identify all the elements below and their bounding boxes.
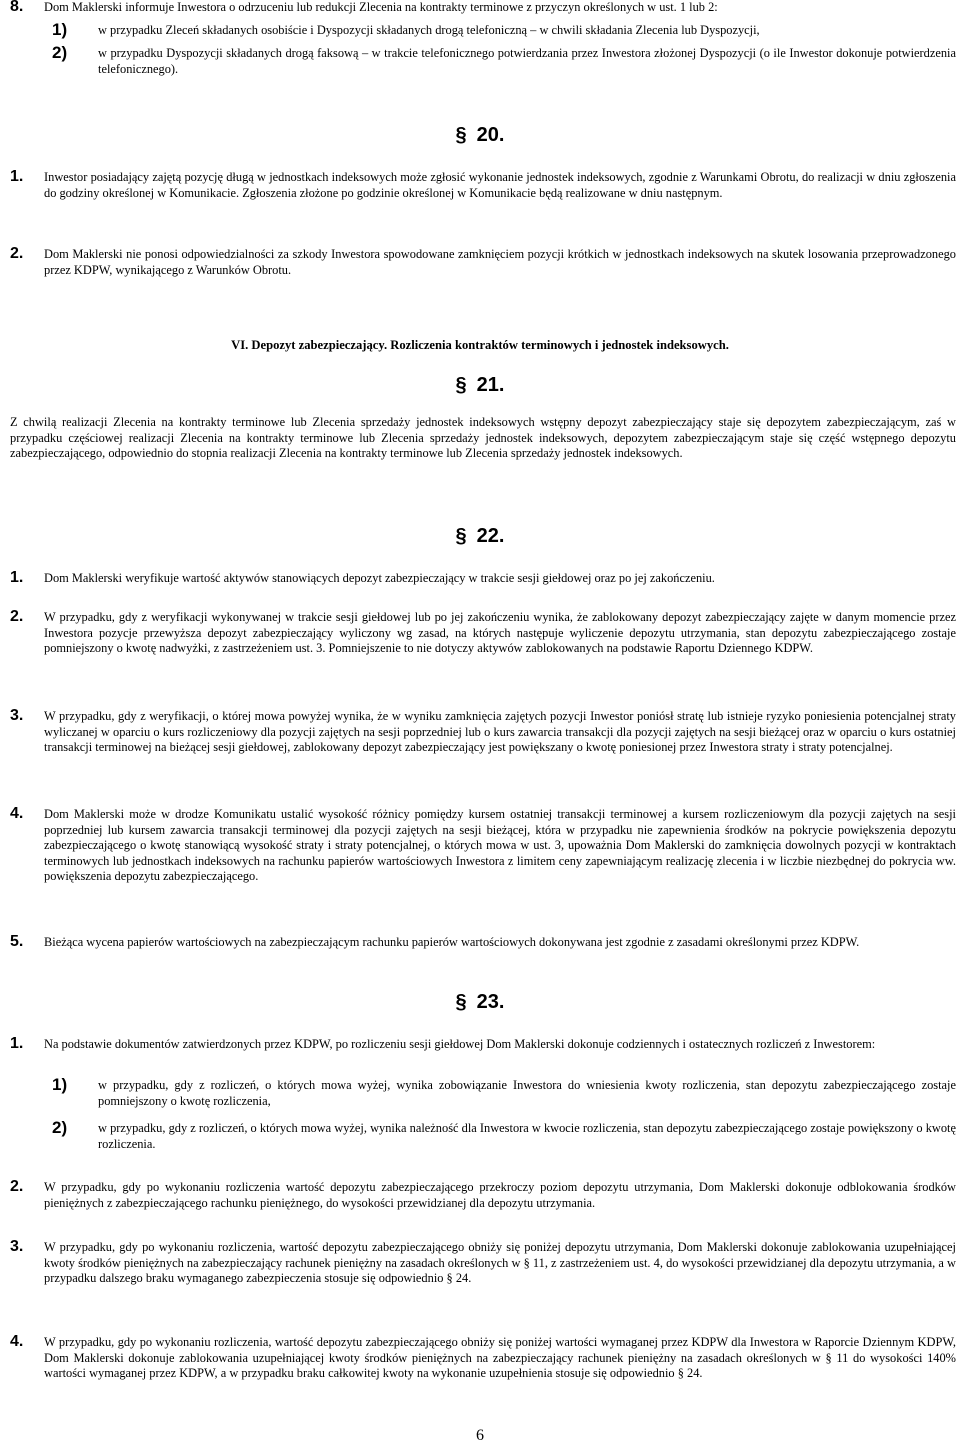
point-text: W przypadku, gdy z weryfikacji, o której mowa powyżej wynika, że w wyniku zamknięcia zajętych pozycji Inwestor poniósł stratę lub istnieje ryzyko poniesienia potencjalnej straty wyliczanej w oparciu o kurs rozliczeniowy dla pozycji zajętych na sesji poprzedniej lub o kurs zawarcia transakcji dla pozycji zajętych na sesji bieżącej oraz w oparciu o kurs ostatniej transakcji terminowej na bieżącej sesji giełdowej, zablokowany depozyt zabezpieczający jest powiększany o kwotę poniesionej przez Inwestora straty i straty potencjalnej. (44, 709, 956, 755)
point-number: 4. (10, 1333, 24, 1350)
point-text: W przypadku, gdy z weryfikacji wykonywanej w trakcie sesji giełdowej lub po jej zakończeniu wynika, że zablokowany depozyt zabezpieczający zajęte w danym momencie przez Inwestora pozycje przewyższa depozyt zabezpieczający wyliczony wg zasad, na których następuje wyliczenie depozytu utrzymania, stan depozytu zabezpieczającego zostaje pomniejszony o kwotę nadwyżki, z zastrzeżeniem ust. 3. Pomniejszenie to nie dotyczy aktywów zablokowanych na podstawie Raportu Dziennego KDPW. (44, 610, 956, 656)
subpoint-1 (52, 20, 956, 39)
point-text: Dom Maklerski informuje Inwestora o odrzuceniu lub redukcji Zlecenia na kontrakty terminowe z przyczyn określonych w ust. 1 lub 2: (44, 0, 718, 14)
paragraph-heading-22 (0, 525, 960, 547)
point-text: Na podstawie dokumentów zatwierdzonych przez KDPW, po rozliczeniu sesji giełdowej Dom Maklerski dokonuje codziennych i ostatecznych rozliczeń z Inwestorem: (44, 1037, 876, 1051)
paragraph-heading-20 (0, 124, 960, 146)
page-number: 6 (476, 1427, 484, 1444)
point-23-2 (10, 1180, 956, 1211)
subpoint-text: w przypadku, gdy z rozliczeń, o których mowa wyżej, wynika zobowiązanie Inwestora do wniesienia kwoty rozliczenia, stan depozytu zabezpieczającego zostaje pomniejszony o kwotę rozliczenia, (98, 1078, 956, 1108)
subpoint-text: w przypadku, gdy z rozliczeń, o których mowa wyżej, wynika należność dla Inwestora w kwocie rozliczenia, stan depozytu zabezpieczającego zostaje powiększony o kwotę rozliczenia. (98, 1121, 956, 1151)
point-number: 2. (10, 245, 24, 262)
point-22-2 (10, 610, 956, 657)
point-number: 3. (10, 1238, 24, 1255)
subpoint-23-2 (52, 1118, 956, 1152)
subpoint-number: 2) (52, 1118, 68, 1137)
point-number: 4. (10, 805, 24, 822)
paragraph-number: 21. (476, 374, 505, 396)
point-text: Dom Maklerski może w drodze Komunikatu ustalić wysokość różnicy pomiędzy kursem ostatniej transakcji terminowej a kursem rozliczeniowym dla pozycji zajętych na sesji poprzedniej lub kursem zawarcia transakcji terminowej dla pozycji zajętych na sesji bieżącej, która w przypadku nie zapewnienia środków na pokrycie powiększenia depozytu zabezpieczającego o kwotę stanowiącą wysokość straty i straty potencjalnej, o których mowa w ust. 3, upoważnia Dom Maklerski do zamknięcia dowolnych pozycji w kontraktach terminowych lub jednostkach indeksowych na rachunku papierów wartościowych Inwestora z limitem ceny zapewniającym realizację zlecenia i w liczbie niezbędnej do pokrycia ww. powiększenia depozytu zabezpieczającego. (44, 807, 956, 884)
subpoint-number: 1) (52, 1075, 68, 1094)
point-text: W przypadku, gdy po wykonaniu rozliczenia wartość depozytu zabezpieczającego przekroczy poziom depozytu utrzymania, Dom Maklerski dokonuje odblokowania środków pieniężnych z zabezpieczającego rachunku pieniężnego, do wysokości przewidzianej dla depozytu utrzymania. (44, 1180, 956, 1210)
point-number: 1. (10, 569, 24, 586)
point-number: 5. (10, 933, 24, 950)
point-number: 2. (10, 608, 24, 625)
section-sign: § (455, 525, 467, 547)
point-number: 2. (10, 1178, 24, 1195)
point-22-3 (10, 709, 956, 756)
paragraph-number: 20. (476, 124, 505, 146)
point-22-1 (10, 571, 956, 587)
paragraph-21-text: Z chwilą realizacji Zlecenia na kontrakty terminowe lub Zlecenia sprzedaży jednostek indeksowych wstępny depozyt zabezpieczający staje się depozytem zabezpieczającym, zaś w przypadku częściowej realizacji Zlecenia na kontrakty terminowe lub Zlecenia sprzedaży jednostek indeksowych, depozytem zabezpieczającym staje się część wstępnego depozytu zabezpieczającego, odpowiednio do stopnia realizacji Zlecenia na kontrakty terminowe lub Zlecenia sprzedaży jednostek indeksowych. (10, 415, 956, 461)
paragraph-number: 23. (476, 991, 505, 1013)
point-number: 3. (10, 707, 24, 724)
point-20-2 (10, 247, 956, 278)
subpoint-text: w przypadku Dyspozycji składanych drogą faksową – w trakcie telefonicznego potwierdzania przez Inwestora złożonej Dyspozycji (o ile Inwestor dokonuje potwierdzenia telefonicznego). (98, 46, 956, 76)
point-text: Dom Maklerski nie ponosi odpowiedzialności za szkody Inwestora spowodowane zamknięciem pozycji krótkich w jednostkach indeksowych na skutek losowania przeprowadzonego przez KDPW, wynikającego z Warunków Obrotu. (44, 247, 956, 277)
point-number: 1. (10, 1035, 24, 1052)
paragraph-number: 22. (476, 525, 505, 547)
subpoint-text: w przypadku Zleceń składanych osobiście i Dyspozycji składanych drogą telefoniczną – w chwili składania Zlecenia lub Dyspozycji, (98, 23, 760, 37)
subpoint-number: 1) (52, 20, 68, 39)
point-23-3 (10, 1240, 956, 1287)
subpoint-23-1 (52, 1075, 956, 1109)
point-20-1 (10, 170, 956, 201)
point-text: W przypadku, gdy po wykonaniu rozliczenia, wartość depozytu zabezpieczającego obniży się poniżej wartości wymaganej przez KDPW dla Inwestora w Raporcie Dziennym KDPW, Dom Maklerski dokonuje zablokowania uzupełniającej kwoty środków pieniężnych na zabezpieczający rachunek pieniężny na zasadach określonych w § 11 do wysokości 140% wartości wymaganej przez KDPW, a w przypadku braku całkowitej kwoty na wykonanie uzupełnienia stosuje się odpowiednio § 24. (44, 1335, 956, 1381)
point-22-4 (10, 807, 956, 885)
subpoint-2 (52, 43, 956, 77)
subpoint-number: 2) (52, 43, 68, 62)
paragraph-heading-23 (0, 991, 960, 1013)
section-sign: § (455, 124, 467, 146)
point-23-4 (10, 1335, 956, 1382)
section-sign: § (455, 991, 467, 1013)
section-title: VI. Depozyt zabezpieczający. Rozliczenia kontraktów terminowych i jednostek indeksowych. (231, 338, 729, 352)
point-8 (10, 0, 956, 16)
point-text: Bieżąca wycena papierów wartościowych na zabezpieczającym rachunku papierów wartościowych dokonywana jest zgodnie z zasadami określonymi przez KDPW. (44, 935, 860, 949)
point-text: Dom Maklerski weryfikuje wartość aktywów stanowiących depozyt zabezpieczający w trakcie sesji giełdowej oraz po jej zakończeniu. (44, 571, 715, 585)
point-text: Inwestor posiadający zajętą pozycję długą w jednostkach indeksowych może zgłosić wykonanie jednostek indeksowych, zgodnie z Warunkami Obrotu, do realizacji w dniu zgłoszenia do godziny określonej w Komunikacie. Zgłoszenia złożone po godzinie określonej w Komunikacie będą realizowane w dniu następnym. (44, 170, 956, 200)
point-23-1 (10, 1037, 956, 1053)
point-number: 8. (10, 0, 24, 15)
point-text: W przypadku, gdy po wykonaniu rozliczenia, wartość depozytu zabezpieczającego obniży się poniżej depozytu utrzymania, Dom Maklerski dokonuje zablokowania uzupełniającej kwoty środków pieniężnych na zabezpieczający rachunek pieniężny na zasadach określonych w § 11, z zastrzeżeniem ust. 4, do wysokości przewidzianej dla depozytu utrzymania, a w przypadku dalszego braku wymaganego zabezpieczenia stosuje się odpowiednio § 24. (44, 1240, 956, 1286)
section-sign: § (455, 374, 467, 396)
paragraph-heading-21 (0, 374, 960, 396)
point-number: 1. (10, 168, 24, 185)
point-22-5 (10, 935, 956, 951)
